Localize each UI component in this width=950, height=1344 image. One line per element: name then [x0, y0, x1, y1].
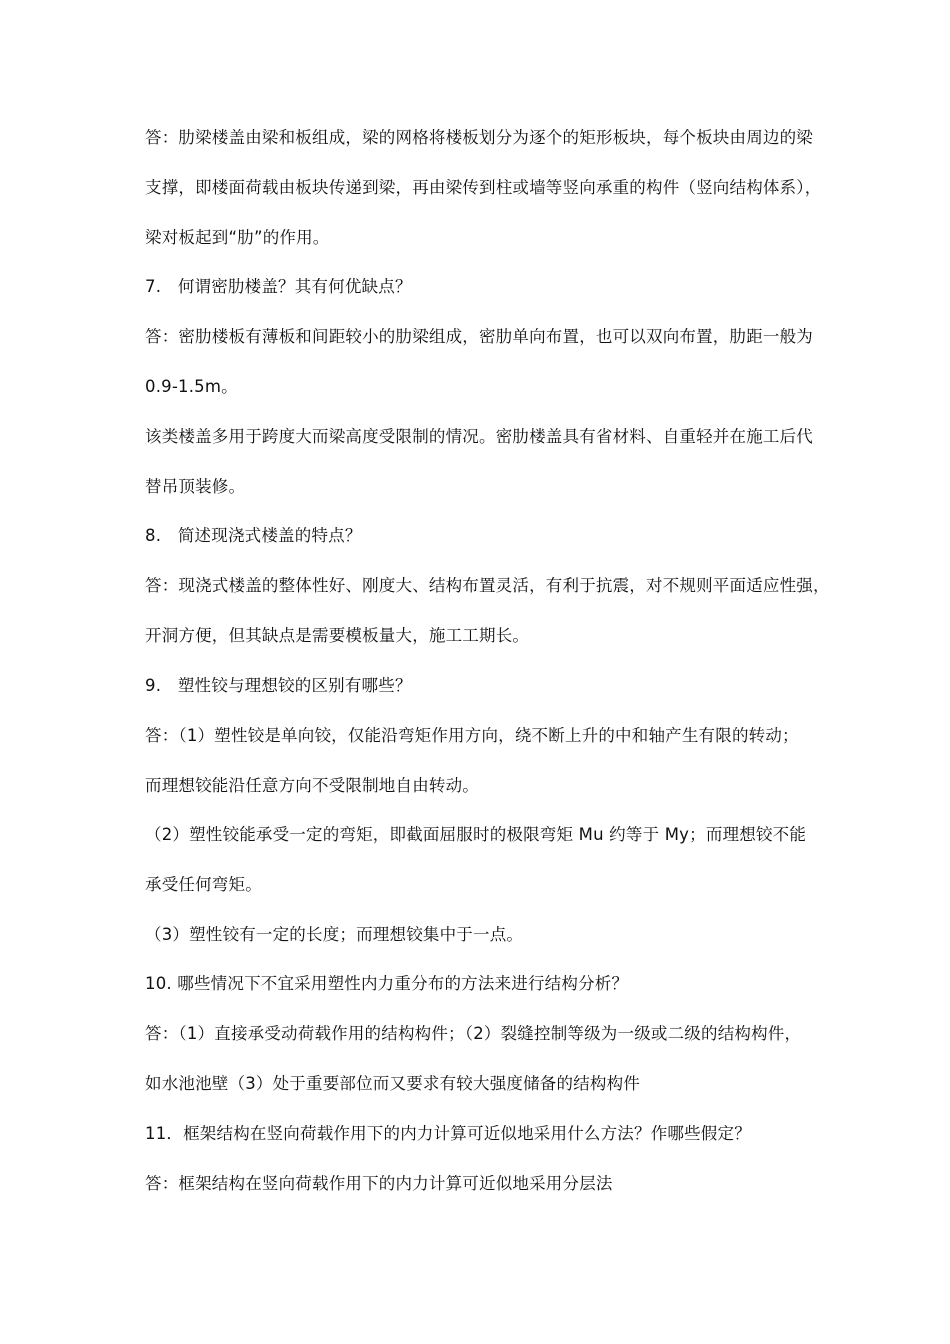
paragraph-line: （2）塑性铰能承受一定的弯矩，即截面屈服时的极限弯矩 Mu 约等于 My；而理想铰不能: [145, 825, 807, 844]
question-heading: 8. 简述现浇式楼盖的特点？: [145, 526, 362, 545]
question-heading: 11．框架结构在竖向荷载作用下的内力计算可近似地采用什么方法？作哪些假定？: [145, 1124, 751, 1143]
paragraph-line: 承受任何弯矩。: [145, 875, 262, 894]
question-heading: 9. 塑性铰与理想铰的区别有哪些？: [145, 676, 412, 695]
paragraph-line: 答：框架结构在竖向荷载作用下的内力计算可近似地采用分层法: [145, 1174, 613, 1193]
paragraph-line: 0.9-1.5m。: [145, 377, 238, 396]
question-heading: 10. 哪些情况下不宜采用塑性内力重分布的方法来进行结构分析？: [145, 974, 629, 993]
paragraph-line: 答：（1）直接承受动荷载作用的结构构件；（2）裂缝控制等级为一级或二级的结构构件，: [145, 1024, 802, 1043]
paragraph-line: 答：现浇式楼盖的整体性好、刚度大、结构布置灵活，有利于抗震，对不规则平面适应性强，: [145, 576, 830, 595]
paragraph-line: 替吊顶装修。: [145, 477, 246, 496]
paragraph-line: （3）塑性铰有一定的长度；而理想铰集中于一点。: [145, 925, 524, 944]
paragraph-line: 答：（1）塑性铰是单向铰，仅能沿弯矩作用方向，绕不断上升的中和轴产生有限的转动；: [145, 726, 799, 745]
question-heading: 7. 何谓密肋楼盖？其有何优缺点？: [145, 277, 412, 296]
paragraph-line: 答：肋梁楼盖由梁和板组成，梁的网格将楼板划分为逐个的矩形板块，每个板块由周边的梁: [145, 128, 813, 147]
paragraph-line: 开洞方便，但其缺点是需要模板量大，施工工期长。: [145, 626, 530, 645]
paragraph-line: 答：密肋楼板有薄板和间距较小的肋梁组成，密肋单向布置，也可以双向布置，肋距一般为: [145, 327, 813, 346]
paragraph-line: 而理想铰能沿任意方向不受限制地自由转动。: [145, 776, 479, 795]
paragraph-line: 支撑，即楼面荷载由板块传递到梁，再由梁传到柱或墙等竖向承重的构件（竖向结构体系），: [145, 178, 822, 197]
paragraph-line: 该类楼盖多用于跨度大而梁高度受限制的情况。密肋楼盖具有省材料、自重轻并在施工后代: [145, 427, 813, 446]
paragraph-line: 梁对板起到“肋”的作用。: [145, 228, 330, 247]
paragraph-line: 如水池池壁（3）处于重要部位而又要求有较大强度储备的结构构件: [145, 1074, 640, 1093]
